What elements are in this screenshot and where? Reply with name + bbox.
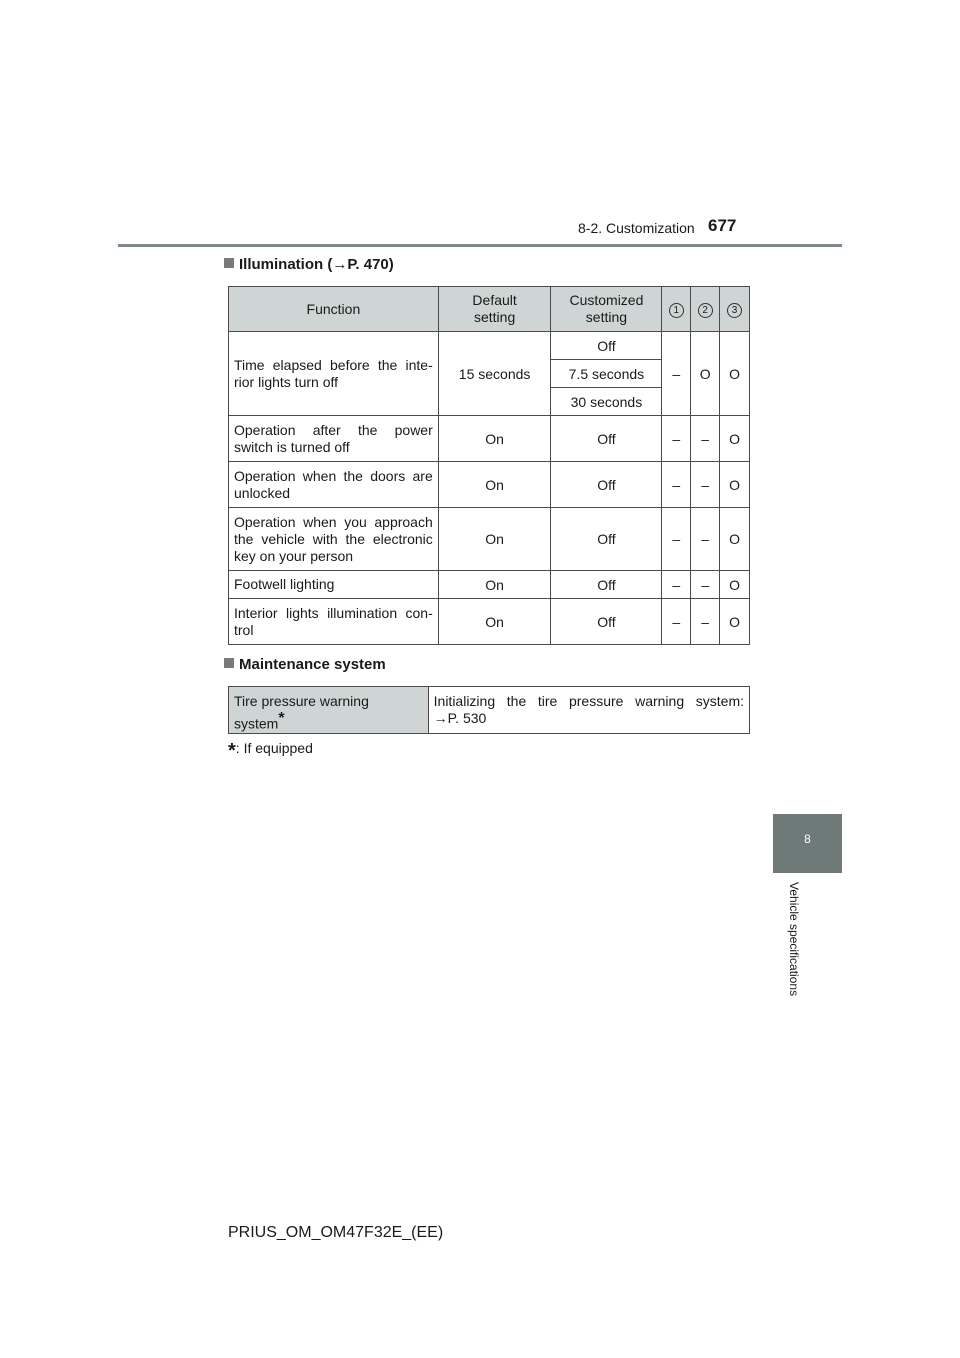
maintenance-description: Initializing the tire pressure warning system: →P. 530 bbox=[428, 687, 749, 734]
square-bullet-icon bbox=[224, 258, 234, 268]
custom-cell: Off bbox=[551, 508, 662, 571]
mark-cell: O bbox=[691, 332, 720, 416]
function-cell: Operation when you approach the vehicle with the electronic key on your person bbox=[229, 508, 439, 571]
mark-cell: O bbox=[720, 571, 750, 599]
custom-option-cell: Off bbox=[551, 332, 662, 360]
footnote: *: If equipped bbox=[228, 740, 313, 762]
chapter-tab bbox=[773, 814, 842, 873]
mark-cell: – bbox=[662, 416, 691, 462]
col-3 bbox=[720, 287, 750, 332]
circled-1-icon: 1 bbox=[669, 303, 684, 318]
page-number: 677 bbox=[708, 216, 737, 235]
mark-cell: O bbox=[720, 416, 750, 462]
function-cell: Interior lights illumination con-trol bbox=[229, 599, 439, 645]
col-function: Function bbox=[229, 287, 439, 332]
maintenance-heading: Maintenance system bbox=[224, 656, 386, 673]
default-cell: On bbox=[438, 416, 551, 462]
default-cell: On bbox=[438, 599, 551, 645]
mark-cell: O bbox=[720, 508, 750, 571]
table-row bbox=[229, 462, 750, 508]
circled-2-icon: 2 bbox=[698, 303, 713, 318]
mark-cell: – bbox=[662, 599, 691, 645]
illumination-heading: Illumination (→P. 470) bbox=[224, 256, 394, 273]
table-row bbox=[229, 571, 750, 599]
illumination-table bbox=[228, 286, 750, 645]
table-row bbox=[229, 599, 750, 645]
default-cell: On bbox=[438, 462, 551, 508]
default-cell: On bbox=[438, 508, 551, 571]
header-rule bbox=[118, 244, 842, 247]
mark-cell: – bbox=[691, 416, 720, 462]
mark-cell: – bbox=[662, 332, 691, 416]
custom-cell: Off bbox=[551, 416, 662, 462]
maintenance-table bbox=[228, 686, 750, 734]
table-header-row bbox=[229, 287, 750, 332]
page-reference: →P. 530 bbox=[433, 710, 487, 726]
default-cell: 15 seconds bbox=[438, 332, 551, 416]
chapter-number: 8 bbox=[804, 832, 811, 846]
table-row bbox=[229, 687, 750, 734]
mark-cell: O bbox=[720, 332, 750, 416]
footnote-mark: * bbox=[278, 710, 285, 727]
mark-cell: O bbox=[720, 599, 750, 645]
col-1 bbox=[662, 287, 691, 332]
col-2 bbox=[691, 287, 720, 332]
custom-cell: Off bbox=[551, 462, 662, 508]
mark-cell: – bbox=[662, 508, 691, 571]
circled-3-icon: 3 bbox=[727, 303, 742, 318]
square-bullet-icon bbox=[224, 658, 234, 668]
custom-cell: Off bbox=[551, 599, 662, 645]
mark-cell: – bbox=[691, 571, 720, 599]
mark-cell: – bbox=[691, 508, 720, 571]
col-custom: Customized setting bbox=[551, 287, 662, 332]
custom-option-cell: 7.5 seconds bbox=[551, 360, 662, 388]
mark-cell: – bbox=[662, 571, 691, 599]
col-default: Default setting bbox=[438, 287, 551, 332]
function-cell: Operation after the power switch is turned off bbox=[229, 416, 439, 462]
table-row bbox=[229, 416, 750, 462]
chapter-label: Vehicle specifications bbox=[787, 882, 801, 997]
custom-option-cell: 30 seconds bbox=[551, 388, 662, 416]
function-cell: Footwell lighting bbox=[229, 571, 439, 599]
mark-cell: – bbox=[691, 462, 720, 508]
mark-cell: O bbox=[720, 462, 750, 508]
table-row bbox=[229, 508, 750, 571]
function-cell: Time elapsed before the inte-rior lights turn off bbox=[229, 332, 439, 416]
maintenance-item: Tire pressure warning system* bbox=[229, 687, 429, 734]
table-row bbox=[229, 332, 750, 360]
document-id: PRIUS_OM_OM47F32E_(EE) bbox=[228, 1224, 444, 1241]
mark-cell: – bbox=[662, 462, 691, 508]
default-cell: On bbox=[438, 571, 551, 599]
function-cell: Operation when the doors are unlocked bbox=[229, 462, 439, 508]
mark-cell: – bbox=[691, 599, 720, 645]
custom-cell: Off bbox=[551, 571, 662, 599]
section-title: 8-2. Customization bbox=[578, 220, 695, 236]
